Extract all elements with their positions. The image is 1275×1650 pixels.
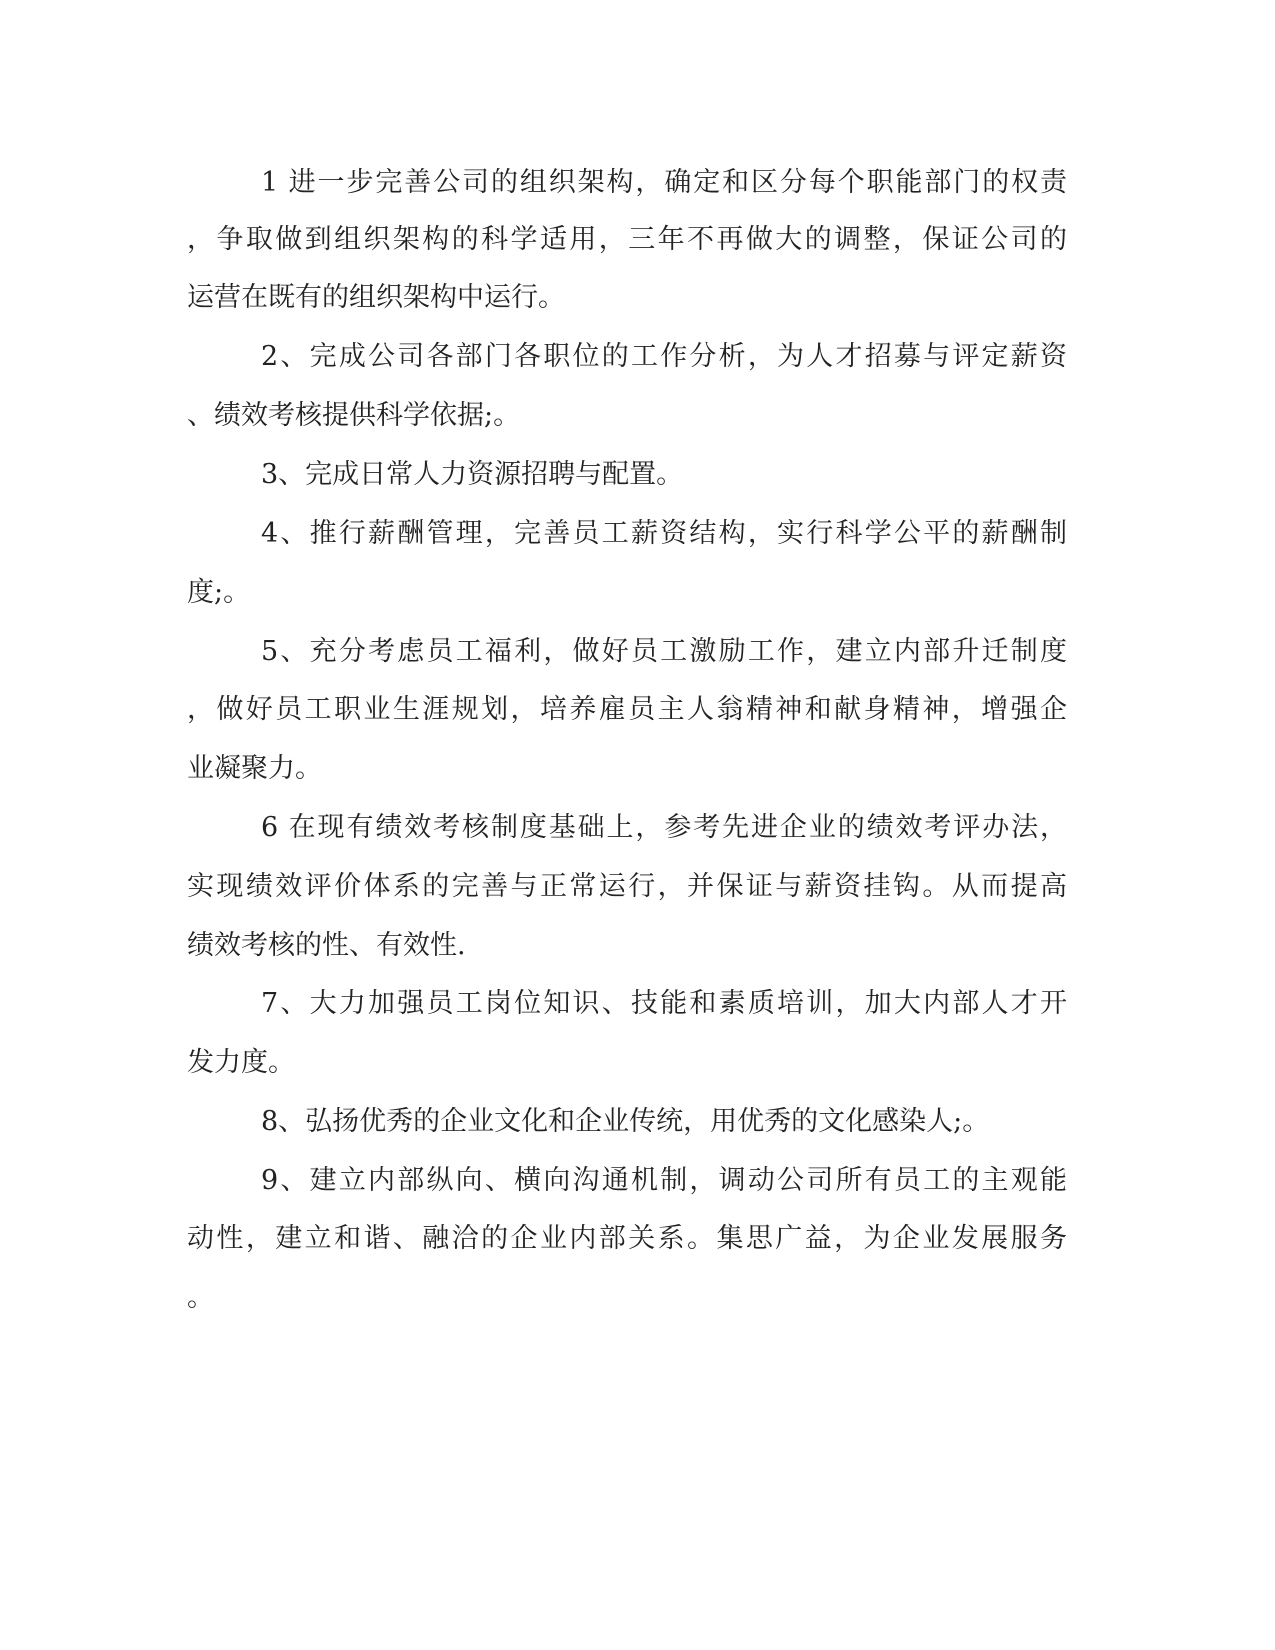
paragraph-1-line-2: ，争取做到组织架构的科学适用，三年不再做大的调整，保证公司的 [187, 224, 1067, 255]
paragraph-4-line-1: 4、推行薪酬管理，完善员工薪资结构，实行科学公平的薪酬制 [261, 518, 1067, 549]
paragraph-2-line-1: 2、完成公司各部门各职位的工作分析，为人才招募与评定薪资 [261, 341, 1067, 372]
paragraph-5-line-3: 业凝聚力。 [187, 753, 322, 784]
paragraph-2-line-2: 、绩效考核提供科学依据;。 [187, 400, 521, 431]
paragraph-5-line-1: 5、充分考虑员工福利，做好员工激励工作，建立内部升迁制度 [261, 636, 1067, 667]
paragraph-7-line-2: 发力度。 [187, 1047, 295, 1078]
paragraph-7-line-1: 7、大力加强员工岗位知识、技能和素质培训，加大内部人才开 [261, 988, 1067, 1019]
paragraph-1-line-1: 1 进一步完善公司的组织架构，确定和区分每个职能部门的权责 [261, 167, 1067, 198]
paragraph-6-line-1: 6 在现有绩效考核制度基础上，参考先进企业的绩效考评办法， [261, 812, 1067, 843]
paragraph-9-line-2: 动性，建立和谐、融洽的企业内部关系。集思广益，为企业发展服务 [187, 1223, 1067, 1254]
paragraph-4-line-2: 度;。 [187, 577, 251, 608]
paragraph-3-line-1: 3、完成日常人力资源招聘与配置。 [261, 459, 684, 490]
paragraph-9-line-3: 。 [187, 1282, 214, 1313]
paragraph-8-line-1: 8、弘扬优秀的企业文化和企业传统，用优秀的文化感染人;。 [261, 1106, 990, 1137]
paragraph-6-line-3: 绩效考核的性、有效性. [187, 930, 466, 961]
paragraph-6-line-2: 实现绩效评价体系的完善与正常运行，并保证与薪资挂钩。从而提高 [187, 871, 1067, 902]
paragraph-5-line-2: ，做好员工职业生涯规划，培养雇员主人翁精神和献身精神，增强企 [187, 694, 1067, 725]
paragraph-9-line-1: 9、建立内部纵向、横向沟通机制，调动公司所有员工的主观能 [261, 1165, 1067, 1196]
paragraph-1-line-3: 运营在既有的组织架构中运行。 [187, 282, 565, 313]
